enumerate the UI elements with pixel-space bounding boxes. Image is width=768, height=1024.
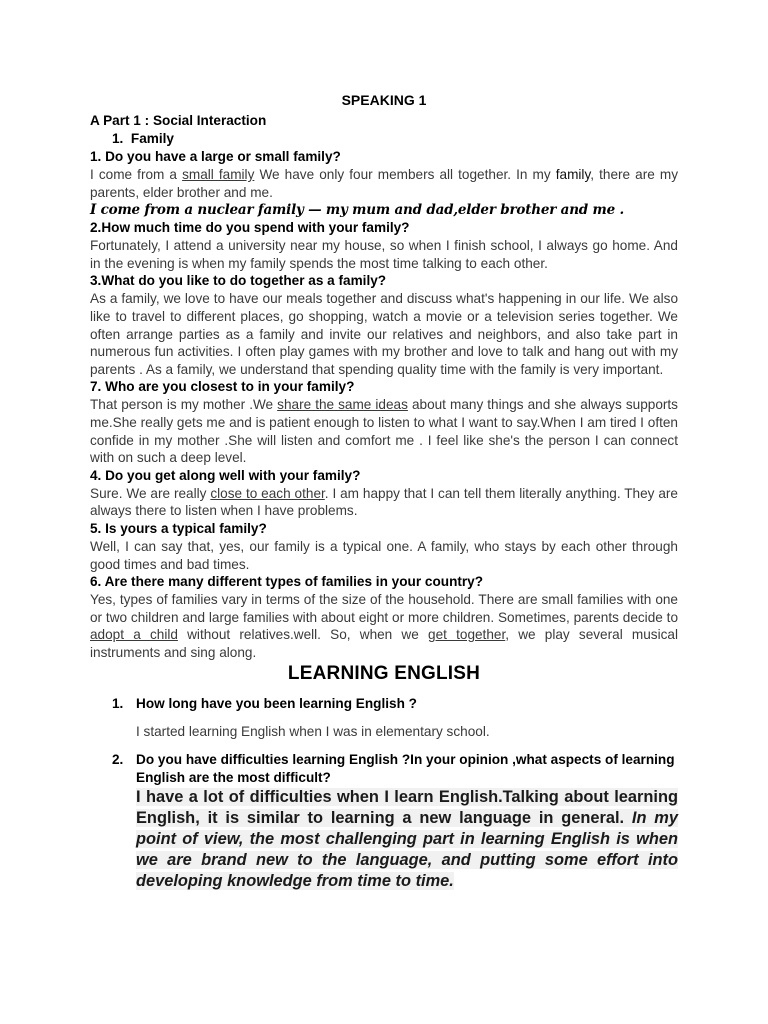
section-title-learning-english: LEARNING ENGLISH [287,663,481,685]
question-7: 7. Who are you closest to in your family? [90,379,355,395]
question-2: 2.How much time do you spend with your family? [90,220,410,236]
learning-answer-2: I have a lot of difficulties when I learn English.Talking about learning English, it is similar to learning a new language in general. In my point of view, the most challenging part in learning English is when we are brand new to the language, and putting some effort into developing knowledge from time to time. [136,788,678,891]
learning-answer-1: I started learning English when I was in elementary school. [136,724,490,740]
answer-6: Yes, types of families vary in terms of the size of the household. There are small families with one or two children and large families with about eight or more children. Sometimes, parents decide to adopt a child without relatives.well. So, when we get together, we play several musical instruments and sing along. [90,592,678,660]
list-item: 2. Do you have difficulties learning English ?In your opinion ,what aspects of learning English are the most difficult? I have a lot of difficulties when I learn English.Talking about learning English, it is similar to learning a new language in general. In my point of view, the most challenging part in learning English is when we are brand new to the language, and putting some effort into developing knowledge from time to time. [112,752,678,891]
topic-label: Family [130,131,174,146]
answer-4: Sure. We are really close to each other. I am happy that I can tell them literally anything. They are always there to listen when I have problems. [90,485,678,519]
phrase-get-together: get together [428,627,506,643]
answer-7: That person is my mother .We share the same ideas about many things and she always supports me.She really gets me and is patient enough to listen to what I want to say.When I am tired I often confide in my mother .She will listen and comfort me . I feel like she's the person I can connect with on such a deep level. [90,397,678,466]
phrase-close-to-each-other: close to each other [210,485,325,501]
phrase-share-same-ideas: share the same ideas [277,397,408,413]
part-heading: A Part 1 : Social Interaction [90,113,267,128]
document-title: SPEAKING 1 [341,92,427,108]
question-3: 3.What do you like to do together as a family? [90,273,387,289]
question-6: 6. Are there many different types of families in your country? [90,574,484,590]
answer-1: I come from a small family We have only four members all together. In my family, there are my parents, elder brother and me. [90,167,679,200]
answer-3: As a family, we love to have our meals together and discuss what's happening in our life. We also like to travel to different places, go shopping, watch a movie or a television series together. We often arrange parties as a family and invite our relatives and neighbors, and also take part in numerous fun activities. I often play games with my brother and love to talk and hang out with my parents . As a family, we understand that spending quality time with the family is very important. [90,291,678,377]
document-content [90,92,678,892]
question-1: 1. Do you have a large or small family? [90,149,341,164]
learning-question-1: How long have you been learning English ? [136,696,417,712]
question-4: 4. Do you get along well with your family? [90,467,361,483]
topic-number: 1. [112,131,124,146]
phrase-adopt-a-child: adopt a child [90,627,178,643]
answer-5: Well, I can say that, yes, our family is a typical one. A family, who stays by each other through good times and bad times. [90,538,678,572]
answer-2: Fortunately, I attend a university near my house, so when I finish school, I always go home. And in the evening is when my family spends the most time talking to each other. [90,238,678,271]
phrase-small-family: small family [182,167,255,182]
learning-question-2: Do you have difficulties learning English ?In your opinion ,what aspects of learning English are the most difficult? [136,752,675,786]
list-item: 1. How long have you been learning English ? I started learning English when I was in elementary school. [90,695,678,741]
learning-questions-list [90,695,678,892]
topic-heading [90,130,678,148]
answer-1-alt: I come from a nuclear family — my mum and dad,elder brother and me . [90,202,625,219]
question-5: 5. Is yours a typical family? [90,520,267,536]
